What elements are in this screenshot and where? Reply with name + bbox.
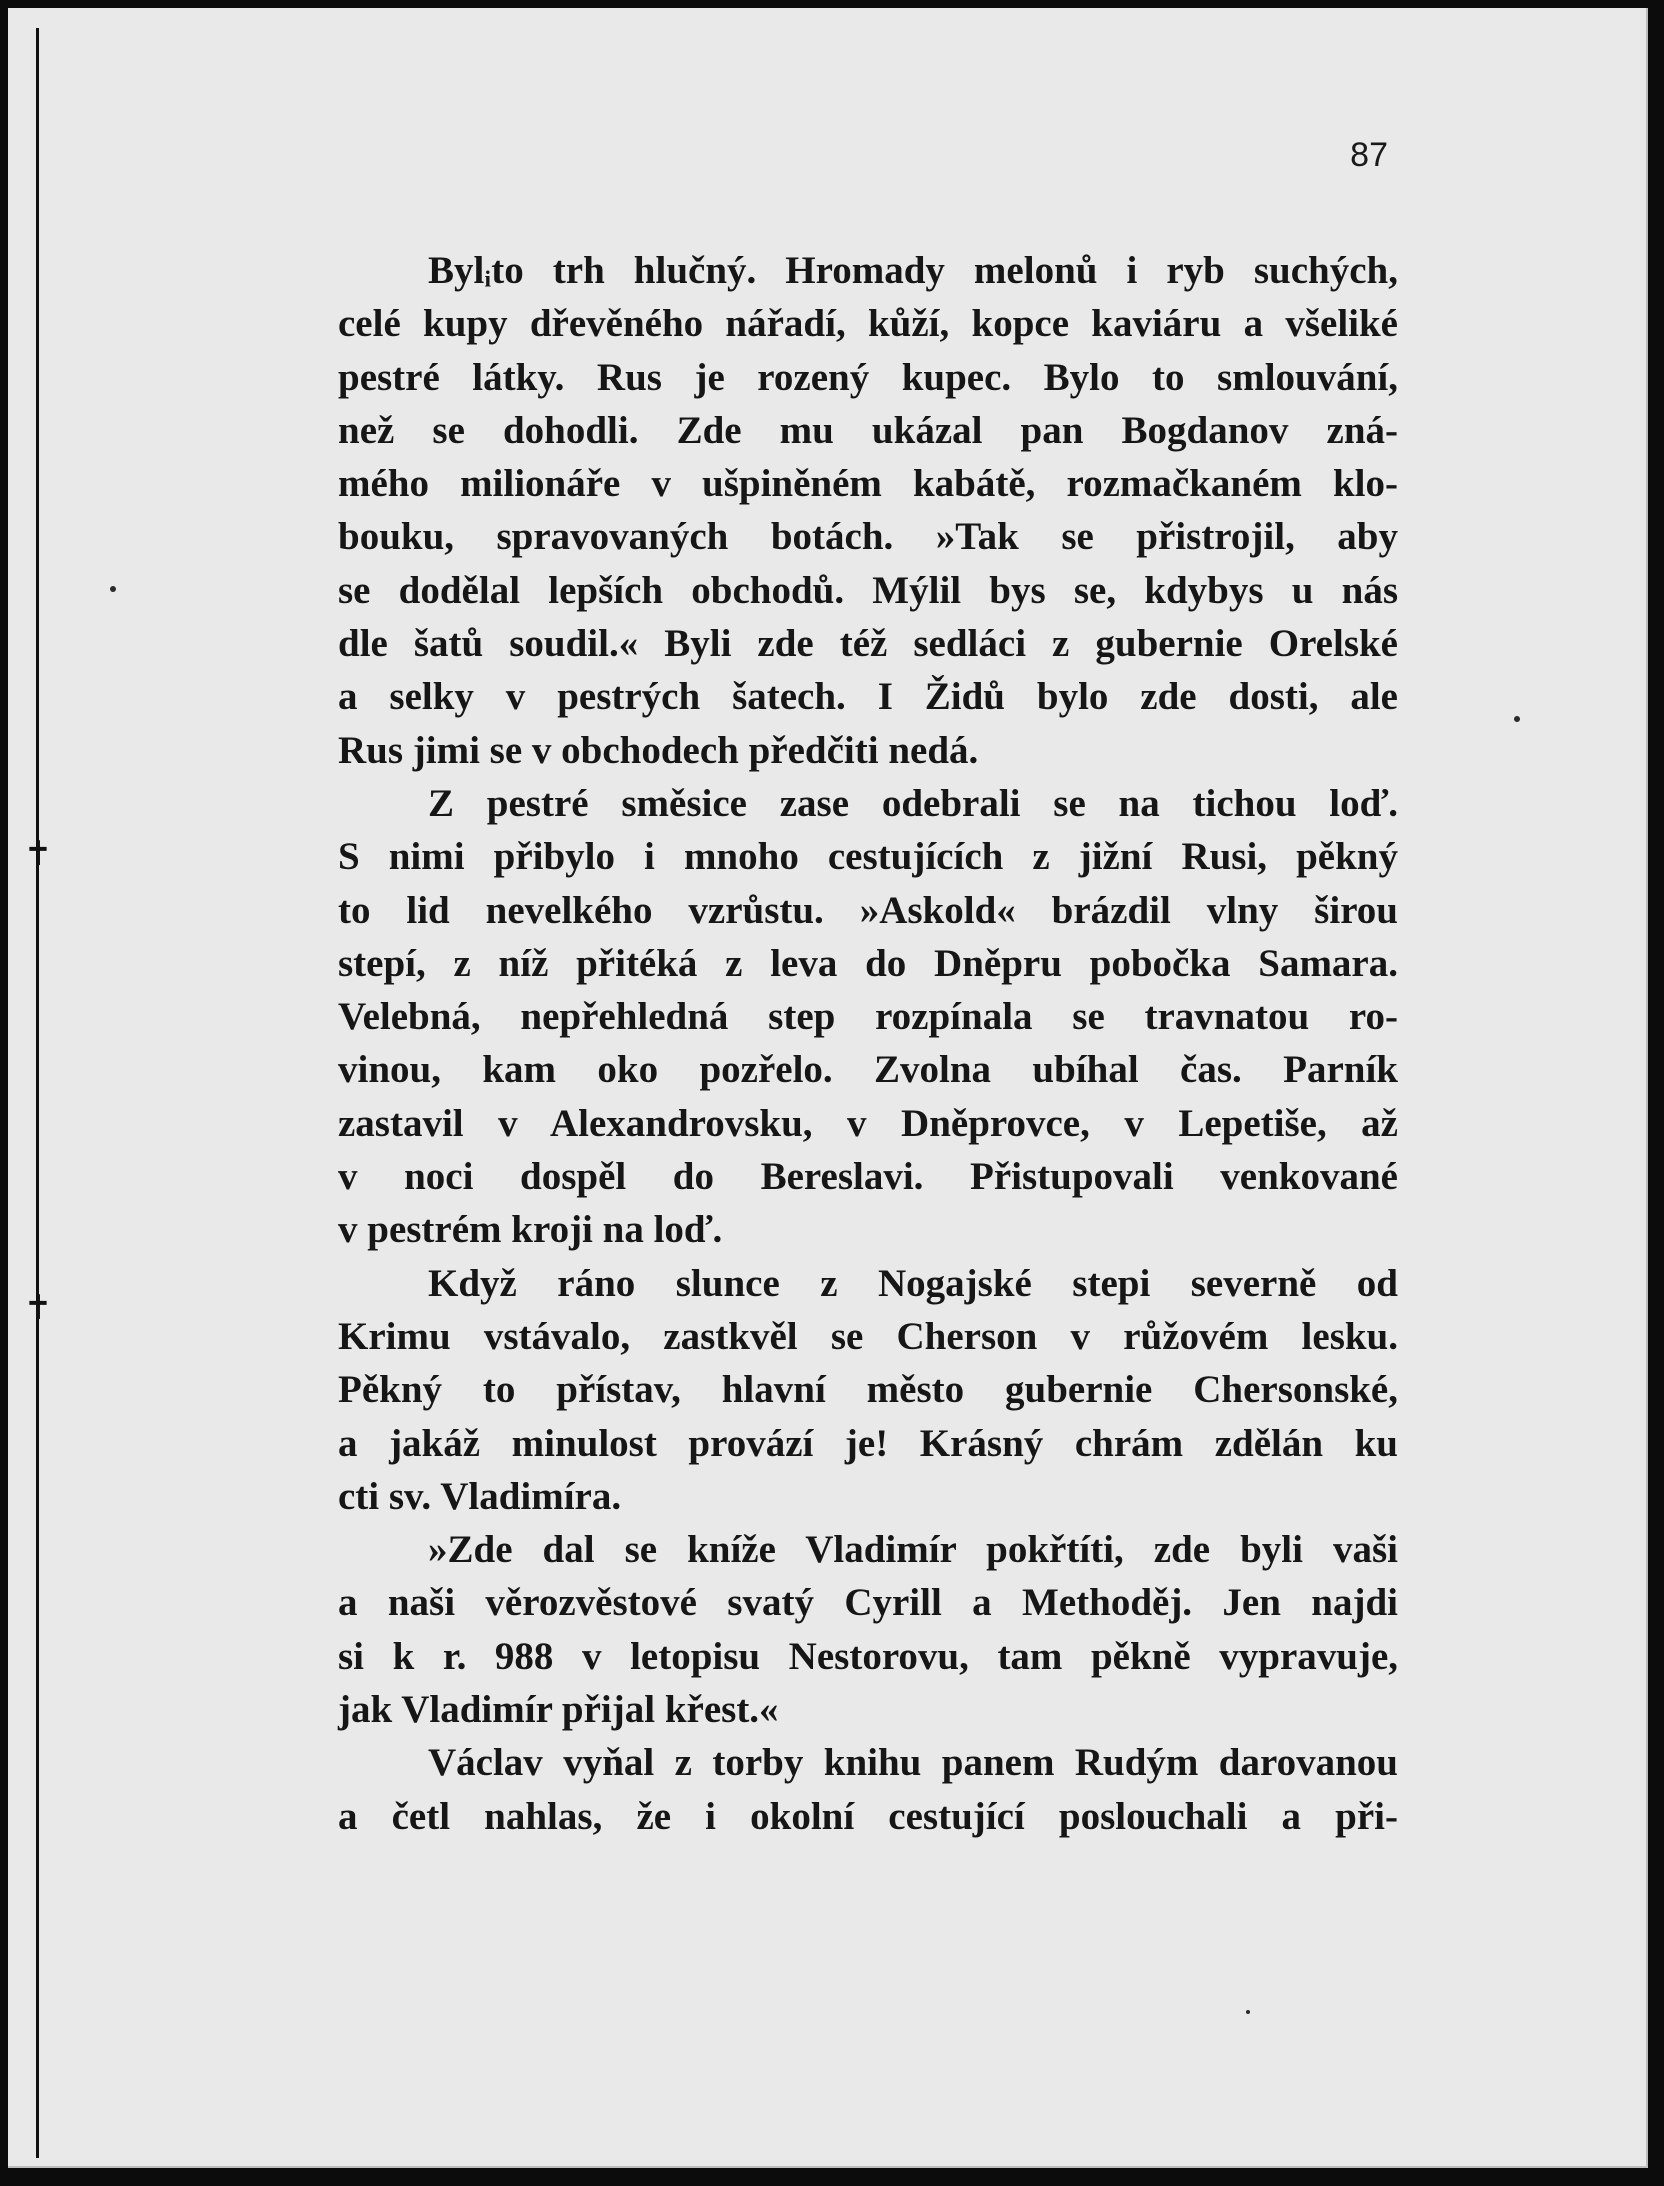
text-line: pestré látky. Rus je rozený kupec. Bylo to smlouvání, <box>338 355 1398 399</box>
text-line: v noci dospěl do Bereslavi. Přistupovali venkované <box>338 1155 1398 1199</box>
text-line: stepí, z níž přitéká z leva do Dněpru pobočka Samara. <box>338 941 1398 985</box>
text-line: a jakáž minulost provází je! Krásný chrám zdělán ku <box>338 1421 1398 1465</box>
text-line: Pěkný to přístav, hlavní město gubernie Chersonské, <box>338 1368 1398 1412</box>
text-line: a četl nahlas, že i okolní cestující poslouchali a při- <box>338 1794 1398 1838</box>
page-number: 87 <box>1350 136 1388 174</box>
body-text <box>338 244 1398 1843</box>
binding-mark-upper: ✝ <box>23 836 53 873</box>
text-line: jak Vladimír přijal křest.« <box>338 1688 779 1732</box>
binding-edge-line <box>36 28 39 2158</box>
text-line: bouku, spravovaných botách. »Tak se přistrojil, aby <box>338 515 1398 559</box>
text-line: Z pestré směsice zase odebrali se na tichou loď. <box>428 781 1398 825</box>
text-line: mého milionáře v ušpiněném kabátě, rozmačkaném klo- <box>338 462 1398 506</box>
text-line: si k r. 988 v letopisu Nestorovu, tam pěkně vypravuje, <box>338 1634 1398 1678</box>
text-line: to lid nevelkého vzrůstu. »Askold« brázdil vlny širou <box>338 888 1398 932</box>
text-line: Rus jimi se v obchodech předčiti nedá. <box>338 728 979 772</box>
text-line: zastavil v Alexandrovsku, v Dněprovce, v Lepetiše, až <box>338 1101 1398 1145</box>
text-line: než se dohodli. Zde mu ukázal pan Bogdanov zná- <box>338 408 1398 452</box>
text-line: vinou, kam oko pozřelo. Zvolna ubíhal čas. Parník <box>338 1048 1398 1092</box>
ink-speck <box>1246 2010 1250 2014</box>
text-line: Bylᵢto trh hlučný. Hromady melonů i ryb suchých, <box>428 249 1398 292</box>
book-page <box>8 8 1648 2168</box>
text-line: »Zde dal se kníže Vladimír pokřtíti, zde byli vaši <box>428 1528 1398 1572</box>
text-line: Krimu vstávalo, zastkvěl se Cherson v růžovém lesku. <box>338 1314 1398 1358</box>
binding-mark-lower: ✝ <box>23 1290 53 1327</box>
text-line: se dodělal lepších obchodů. Mýlil bys se, kdybys u nás <box>338 568 1398 612</box>
text-line: Velebná, nepřehledná step rozpínala se travnatou ro- <box>338 995 1398 1039</box>
text-line: celé kupy dřevěného nářadí, kůží, kopce kaviáru a všeliké <box>338 302 1398 346</box>
ink-speck <box>110 586 116 592</box>
text-line: Václav vyňal z torby knihu panem Rudým darovanou <box>428 1741 1398 1785</box>
text-line: Když ráno slunce z Nogajské stepi severně od <box>428 1261 1398 1305</box>
ink-speck <box>1514 716 1520 722</box>
text-line: cti sv. Vladimíra. <box>338 1474 622 1518</box>
text-line: v pestrém kroji na loď. <box>338 1208 723 1252</box>
text-line: a selky v pestrých šatech. I Židů bylo zde dosti, ale <box>338 675 1398 719</box>
text-line: a naši věrozvěstové svatý Cyrill a Methoděj. Jen najdi <box>338 1581 1398 1625</box>
text-line: dle šatů soudil.« Byli zde též sedláci z gubernie Orelské <box>338 622 1398 666</box>
text-line: S nimi přibylo i mnoho cestujících z jižní Rusi, pěkný <box>338 835 1398 879</box>
